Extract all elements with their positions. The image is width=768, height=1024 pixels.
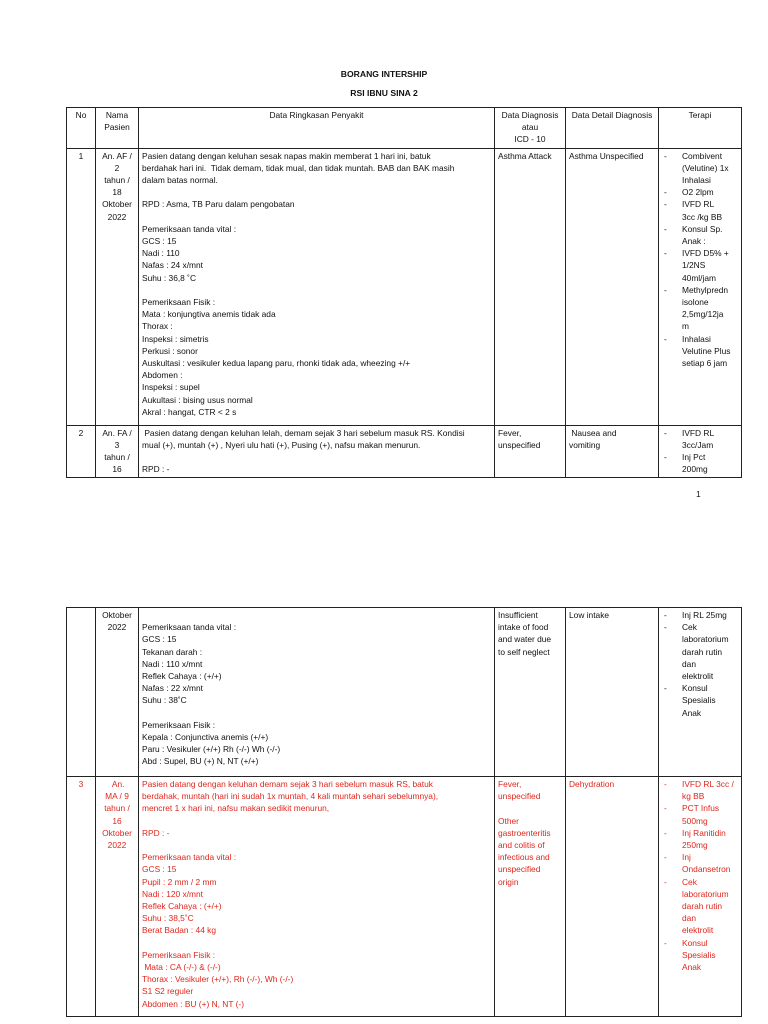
row-summary — [139, 777, 495, 1017]
detail-line: Asthma Unspecified — [569, 150, 644, 161]
diagnosis-line: infectious and — [498, 852, 550, 863]
summary-line: berdahak, muntah (hari ini sudah 1x muntah, 4 kali muntah sehari sebelumnya), — [142, 791, 439, 802]
patient-line: 18 — [112, 187, 122, 198]
therapy-item — [662, 284, 738, 333]
summary-line: Akral : hangat, CTR < 2 s — [142, 406, 237, 417]
therapy-line: - IVFD RL 3cc / — [682, 779, 734, 789]
therapy-list — [662, 427, 738, 476]
row-therapy — [659, 148, 742, 425]
page2-table — [66, 607, 742, 1017]
row-therapy — [659, 608, 742, 777]
therapy-item — [662, 682, 738, 719]
therapy-line: Spesialis — [682, 695, 716, 706]
therapy-line: - IVFD RL — [682, 199, 715, 210]
therapy-line: - Inj Pct — [682, 452, 706, 463]
therapy-line: 500mg — [682, 815, 708, 826]
summary-line: Nafas : 24 x/mnt — [142, 260, 203, 271]
patient-line: 2022 — [107, 211, 127, 222]
patient-line: 2022 — [107, 840, 127, 851]
patient-line: Oktober — [102, 199, 132, 210]
summary-line: Suhu : 38˚C — [142, 695, 187, 706]
therapy-line: 40ml/jam — [682, 272, 716, 283]
therapy-line: - Methylpredn — [682, 284, 729, 295]
row-detail — [566, 425, 659, 478]
summary-line: Nadi : 110 x/mnt — [142, 658, 203, 669]
patient-line: 16 — [112, 464, 122, 475]
therapy-item — [662, 186, 738, 198]
therapy-line: 200mg — [682, 464, 708, 475]
patient-line: Oktober — [102, 827, 132, 838]
row-detail — [566, 777, 659, 1017]
diagnosis-line: and colitis of — [498, 840, 545, 850]
summary-line: GCS : 15 — [142, 634, 177, 645]
row-no: 3 — [67, 777, 96, 1017]
summary-line: Nadi : 110 — [142, 248, 180, 259]
therapy-line: elektrolit — [682, 925, 714, 936]
therapy-line: - Inhalasi — [682, 333, 711, 344]
diagnosis-line: origin — [498, 876, 519, 887]
summary-line: RPD : - — [142, 464, 170, 475]
summary-line: Pemeriksaan tanda vital : — [142, 852, 237, 863]
summary-line: Paru : Vesikuler (+/+) Rh (-/-) Wh (-/-) — [142, 744, 281, 755]
summary-line: Suhu : 36,8 ˚C — [142, 272, 197, 283]
summary-line — [142, 451, 491, 463]
patient-line: tahun / — [104, 175, 130, 186]
therapy-line: - IVFD D5% + — [682, 248, 729, 259]
summary-line: GCS : 15 — [142, 864, 177, 875]
therapy-item — [662, 451, 738, 475]
page1-table — [66, 107, 742, 478]
summary-line — [142, 186, 491, 198]
therapy-item — [662, 150, 738, 187]
summary-line: Pasien datang dengan keluhan lelah, demam sejak 3 hari sebelum masuk RS. Kondisi — [142, 427, 465, 438]
patient-line: 3 — [114, 439, 120, 450]
summary-line: Pupil : 2 mm / 2 mm — [142, 876, 217, 887]
therapy-line: - Cek — [682, 876, 697, 887]
therapy-line: isolone — [682, 297, 709, 308]
summary-line: Reflek Cahaya : (+/+) — [142, 671, 222, 681]
summary-line: Pasien datang dengan keluhan sesak napas makin memberat 1 hari ini, batuk — [142, 150, 431, 161]
therapy-line: laboratorium — [682, 634, 729, 645]
detail-line: Low intake — [569, 610, 610, 620]
row-patient — [96, 608, 139, 777]
therapy-item — [662, 427, 738, 451]
summary-line: Abdomen : BU (+) N, NT (-) — [142, 998, 244, 1009]
row-diagnosis — [495, 608, 566, 777]
summary-line: Reflek Cahaya : (+/+) — [142, 901, 222, 911]
patient-line: An. AF / — [102, 150, 132, 161]
summary-line: mual (+), muntah (+) , Nyeri ulu hati (+), Pusing (+), nafsu makan menurun. — [142, 439, 421, 450]
therapy-line: 3cc /kg BB — [682, 211, 723, 222]
therapy-line: Anak — [682, 962, 702, 973]
summary-line: Pemeriksaan Fisik : — [142, 297, 216, 307]
header-no: No — [67, 108, 96, 149]
summary-line — [142, 839, 491, 851]
therapy-line: laboratorium — [682, 888, 729, 899]
therapy-line: - Combivent — [682, 150, 723, 161]
therapy-line: elektrolit — [682, 671, 714, 682]
therapy-line: setiap 6 jam — [682, 358, 728, 369]
diagnosis-line: intake of food — [498, 622, 549, 633]
diagnosis-line: unspecified — [498, 791, 541, 802]
summary-line: Inspeksi : simetris — [142, 333, 209, 344]
table-row — [67, 148, 742, 425]
row-therapy — [659, 425, 742, 478]
header-detail: Data Detail Diagnosis — [566, 108, 659, 149]
row-patient — [96, 425, 139, 478]
row-diagnosis — [495, 777, 566, 1017]
therapy-item — [662, 198, 738, 222]
summary-line: Pemeriksaan tanda vital : — [142, 223, 237, 234]
summary-line: mencret 1 x hari ini, nafsu makan sedikit menurun, — [142, 803, 330, 814]
therapy-line: - Inj — [682, 852, 691, 863]
therapy-line: Velutine Plus — [682, 345, 731, 356]
therapy-item — [662, 827, 738, 851]
summary-line: Mata : CA (-/-) & (-/-) — [142, 962, 221, 972]
summary-line: Abdomen : — [142, 370, 183, 381]
therapy-line: - Inj Ranitidin — [682, 827, 726, 838]
diagnosis-line: and water due — [498, 634, 552, 645]
therapy-list — [662, 150, 738, 370]
summary-line: S1 S2 reguler — [142, 986, 194, 997]
summary-line: dalam batas normal. — [142, 175, 218, 186]
summary-line — [142, 609, 491, 621]
summary-line: Tekanan darah : — [142, 646, 203, 657]
diagnosis-line: Insufficient — [498, 610, 538, 620]
row-detail — [566, 608, 659, 777]
therapy-line: Anak : — [682, 236, 706, 247]
summary-line — [142, 211, 491, 223]
therapy-list — [662, 609, 738, 719]
therapy-line: dan — [682, 913, 696, 924]
row-patient — [96, 777, 139, 1017]
therapy-line: darah rutin — [682, 646, 723, 657]
patient-line: Oktober — [102, 610, 132, 620]
detail-line: Dehydration — [569, 779, 615, 789]
patient-line: An. FA / — [102, 427, 132, 438]
row-no: 1 — [67, 148, 96, 425]
summary-line — [142, 284, 491, 296]
therapy-item — [662, 247, 738, 284]
therapy-line: - Inj RL 25mg — [682, 610, 727, 620]
summary-line: Kepala : Conjunctiva anemis (+/+) — [142, 732, 269, 742]
diagnosis-line: unspecified — [498, 439, 541, 450]
table-row — [67, 608, 742, 777]
therapy-item — [662, 333, 738, 370]
row-detail — [566, 148, 659, 425]
summary-line: RPD : Asma, TB Paru dalam pengobatan — [142, 199, 295, 210]
therapy-line: - Konsul Sp. — [682, 223, 723, 234]
patient-line: tahun / — [104, 803, 130, 814]
therapy-item — [662, 621, 738, 682]
therapy-item — [662, 778, 738, 802]
therapy-line: (Velutine) 1x — [682, 162, 729, 173]
therapy-line: m — [682, 321, 689, 332]
therapy-line: 3cc/Jam — [682, 439, 714, 450]
summary-line: Berat Badan : 44 kg — [142, 925, 217, 936]
header-therapy: Terapi — [659, 108, 742, 149]
patient-line: tahun / — [104, 452, 130, 463]
table-row-highlighted — [67, 777, 742, 1017]
therapy-line: Anak — [682, 707, 702, 718]
diagnosis-line: Fever, — [498, 779, 522, 789]
summary-line: berdahak hari ini. Tidak demam, tidak mual, dan tidak muntah. BAB dan BAK masih — [142, 162, 455, 173]
table-row — [67, 425, 742, 478]
patient-line: 2 — [114, 162, 120, 173]
therapy-item — [662, 851, 738, 875]
patient-line: An. — [109, 779, 125, 789]
summary-line: Pemeriksaan Fisik : — [142, 719, 216, 730]
therapy-line: 1/2NS — [682, 260, 706, 271]
patient-line: MA / 9 — [105, 791, 129, 802]
diagnosis-line: to self neglect — [498, 646, 550, 657]
row-therapy — [659, 777, 742, 1017]
therapy-line: Ondansetron — [682, 864, 731, 875]
document-title: BORANG INTERSHIP — [340, 69, 428, 79]
patient-line: 2022 — [107, 622, 127, 633]
summary-line — [142, 707, 491, 719]
summary-line: Suhu : 38,5˚C — [142, 913, 194, 924]
summary-line: Nadi : 120 x/mnt — [142, 888, 203, 899]
diagnosis-line: unspecified — [498, 864, 541, 875]
row-patient — [96, 148, 139, 425]
summary-line — [142, 815, 491, 827]
row-no: 2 — [67, 425, 96, 478]
diagnosis-line — [498, 802, 562, 814]
summary-line: Perkusi : sonor — [142, 345, 198, 356]
therapy-line: darah rutin — [682, 901, 723, 912]
therapy-line: 2,5mg/12ja — [682, 309, 724, 320]
diagnosis-line: gastroenteritis — [498, 827, 551, 838]
detail-line: vomiting — [569, 439, 601, 450]
therapy-line: dan — [682, 658, 696, 669]
table-header-row — [67, 108, 742, 149]
therapy-item — [662, 609, 738, 621]
therapy-line: - IVFD RL — [682, 427, 715, 438]
diagnosis-line: Asthma Attack — [498, 150, 552, 161]
therapy-item — [662, 876, 738, 937]
summary-line: Auskultasi : vesikuler kedua lapang paru, rhonki tidak ada, wheezing +/+ — [142, 358, 411, 369]
diagnosis-line: Other — [498, 815, 519, 826]
therapy-line: - Konsul — [682, 937, 708, 948]
diagnosis-line: Fever, — [498, 427, 522, 438]
therapy-line: Spesialis — [682, 949, 716, 960]
summary-line — [142, 937, 491, 949]
summary-line: RPD : - — [142, 827, 170, 838]
therapy-line: - O2 2lpm — [682, 187, 714, 198]
therapy-item — [662, 223, 738, 247]
row-diagnosis — [495, 148, 566, 425]
summary-line: Pasien datang dengan keluhan demam sejak 3 hari sebelum masuk RS, batuk — [142, 779, 433, 789]
therapy-line: - PCT Infus — [682, 803, 720, 814]
therapy-item — [662, 937, 738, 974]
therapy-line: - Konsul — [682, 683, 708, 694]
patient-line: 16 — [112, 815, 122, 826]
header-summary: Data Ringkasan Penyakit — [139, 108, 495, 149]
therapy-line: Inhalasi — [682, 175, 711, 186]
therapy-list — [662, 778, 738, 973]
therapy-item — [662, 802, 738, 826]
header-diagnosis: Data Diagnosis atau ICD - 10 — [495, 108, 566, 149]
page-number: 1 — [696, 489, 701, 499]
summary-line: Inspeksi : supel — [142, 382, 200, 393]
document-subtitle: RSI IBNU SINA 2 — [350, 88, 418, 98]
row-summary — [139, 608, 495, 777]
summary-line: Aukultasi : bising usus normal — [142, 394, 253, 405]
detail-line: Nausea and — [569, 427, 617, 438]
summary-line: Pemeriksaan Fisik : — [142, 949, 216, 960]
summary-line: Mata : konjungtiva anemis tidak ada — [142, 309, 276, 320]
summary-line: Thorax : — [142, 321, 173, 332]
summary-line: GCS : 15 — [142, 236, 177, 246]
row-diagnosis — [495, 425, 566, 478]
summary-line: Abd : Supel, BU (+) N, NT (+/+) — [142, 756, 259, 767]
therapy-line: 250mg — [682, 840, 708, 851]
summary-line: Pemeriksaan tanda vital : — [142, 622, 237, 633]
header-patient: Nama Pasien — [96, 108, 139, 149]
row-summary — [139, 148, 495, 425]
summary-line: Nafas : 22 x/mnt — [142, 683, 203, 694]
summary-line: Thorax : Vesikuler (+/+), Rh (-/-), Wh (-/-) — [142, 974, 294, 985]
therapy-line: - Cek — [682, 622, 697, 633]
therapy-line: kg BB — [682, 791, 705, 802]
row-no — [67, 608, 96, 777]
row-summary — [139, 425, 495, 478]
